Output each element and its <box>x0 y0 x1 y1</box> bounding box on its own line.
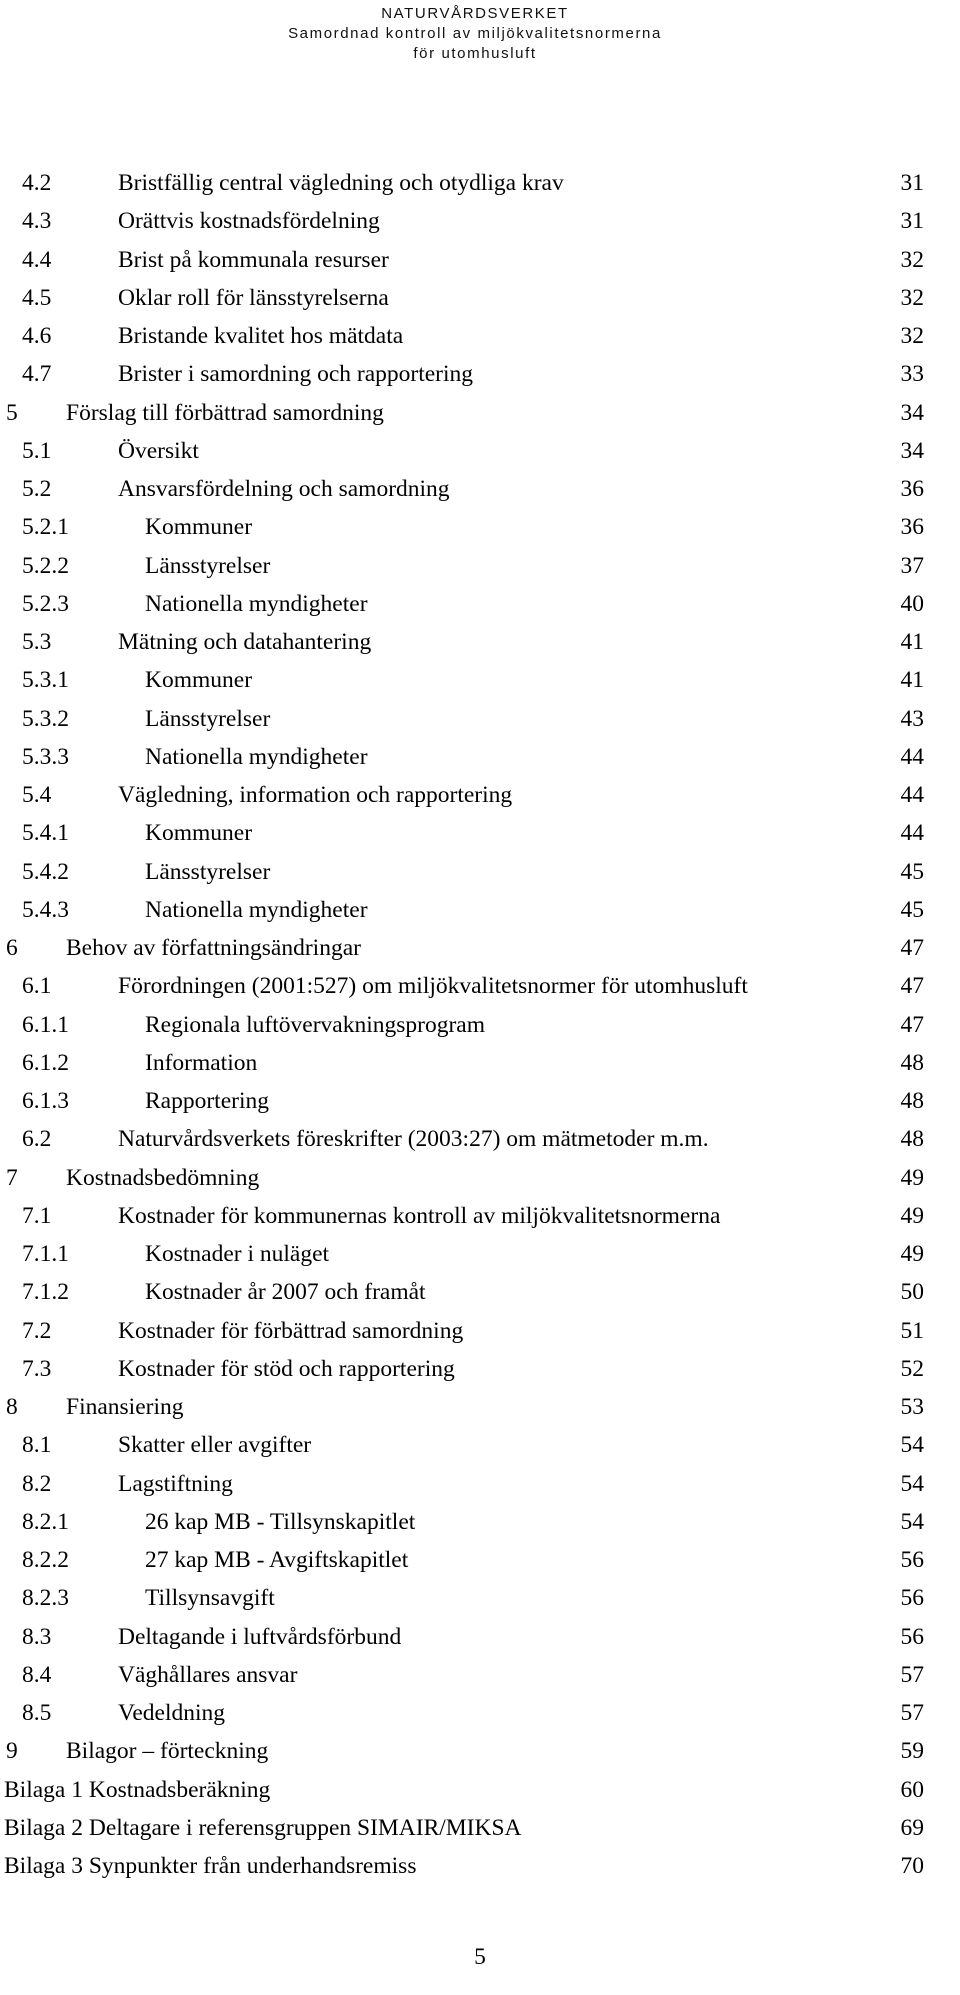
toc-entry-title: Bilaga 1 Kostnadsberäkning <box>4 1776 271 1803</box>
toc-entry-page: 34 <box>900 399 924 426</box>
toc-entry[interactable] <box>0 1312 960 1350</box>
page-number: 5 <box>474 1944 486 1970</box>
toc-entry-number: 8.5 <box>22 1700 52 1726</box>
toc-entry[interactable] <box>0 661 960 699</box>
toc-entry-title: Kostnader för kommunernas kontroll av miljökvalitetsnormerna <box>118 1202 721 1229</box>
toc-entry-number: 6.1.1 <box>22 1011 69 1038</box>
toc-entry-title: 27 kap MB - Avgiftskapitlet <box>145 1547 409 1573</box>
toc-entry[interactable] <box>0 1388 960 1426</box>
toc-entry-page: 50 <box>900 1279 924 1306</box>
toc-entry-title: Tillsynsavgift <box>145 1585 275 1612</box>
toc-entry-page: 40 <box>900 590 924 617</box>
toc-entry-number: 5.1 <box>22 437 52 464</box>
toc-entry[interactable] <box>0 929 960 967</box>
toc-entry[interactable] <box>0 1618 960 1656</box>
toc-entry-number: 5.2 <box>22 476 52 502</box>
toc-entry-page: 44 <box>900 820 924 847</box>
document-header <box>265 4 685 64</box>
toc-entry-page: 43 <box>900 705 924 732</box>
toc-entry[interactable] <box>0 279 960 317</box>
toc-entry-page: 53 <box>900 1394 924 1420</box>
toc-entry[interactable] <box>0 432 960 470</box>
toc-entry-number: 6 <box>6 935 18 961</box>
toc-entry-title: Länsstyrelser <box>145 705 271 732</box>
toc-entry-number: 7.2 <box>22 1317 52 1344</box>
toc-entry-title: Deltagande i luftvårdsförbund <box>118 1623 402 1650</box>
toc-entry[interactable] <box>0 1694 960 1732</box>
toc-entry-number: 4.6 <box>22 323 52 349</box>
toc-entry-number: 6.1.3 <box>22 1088 69 1114</box>
toc-entry-page: 51 <box>900 1317 924 1344</box>
toc-entry[interactable] <box>0 1771 960 1809</box>
toc-entry-page: 48 <box>900 1088 924 1114</box>
toc-entry-page: 33 <box>900 361 924 388</box>
toc-entry-page: 32 <box>900 323 924 349</box>
toc-entry-number: 8.2 <box>22 1470 52 1497</box>
toc-entry-number: 5.4.1 <box>22 820 69 847</box>
toc-entry[interactable] <box>0 776 960 814</box>
toc-entry[interactable] <box>0 967 960 1005</box>
toc-entry[interactable] <box>0 891 960 929</box>
toc-entry-title: Orättvis kostnadsfördelning <box>118 208 380 235</box>
toc-entry-number: 6.2 <box>22 1126 52 1153</box>
toc-entry-page: 69 <box>900 1814 924 1841</box>
toc-entry-number: 5.3.2 <box>22 705 69 732</box>
toc-entry-page: 49 <box>900 1241 924 1267</box>
toc-entry-title: Översikt <box>118 437 199 464</box>
toc-entry-title: Nationella myndigheter <box>145 743 368 770</box>
toc-entry-number: 5.3.1 <box>22 667 69 694</box>
toc-entry[interactable] <box>0 317 960 355</box>
header-subtitle-line1: Samordnad kontroll av miljökvalitetsnormerna <box>288 25 662 42</box>
toc-entry-title: Väghållares ansvar <box>118 1661 298 1688</box>
toc-entry[interactable] <box>0 1503 960 1541</box>
toc-entry-title: Brister i samordning och rapportering <box>118 361 474 388</box>
toc-entry[interactable] <box>0 1082 960 1120</box>
toc-entry-title: Länsstyrelser <box>145 858 271 885</box>
toc-entry[interactable] <box>0 1579 960 1617</box>
toc-entry-page: 45 <box>900 858 924 885</box>
toc-entry-number: 8.3 <box>22 1623 52 1650</box>
toc-entry-title: Bristande kvalitet hos mätdata <box>118 323 404 349</box>
toc-entry-number: 4.3 <box>22 208 52 235</box>
toc-entry-number: 9 <box>6 1738 18 1765</box>
toc-entry-page: 49 <box>900 1202 924 1229</box>
toc-entry-title: 26 kap MB - Tillsynskapitlet <box>145 1508 416 1535</box>
toc-entry-title: Bilaga 2 Deltagare i referensgruppen SIMAIR/MIKSA <box>4 1814 522 1841</box>
toc-entry-page: 34 <box>900 437 924 464</box>
toc-entry-title: Mätning och datahantering <box>118 629 372 655</box>
toc-entry-number: 5.4.2 <box>22 858 69 885</box>
toc-entry-title: Information <box>145 1049 258 1076</box>
toc-entry-title: Ansvarsfördelning och samordning <box>118 476 450 502</box>
toc-entry[interactable] <box>0 1847 960 1885</box>
toc-entry-title: Kommuner <box>145 820 253 847</box>
toc-entry-page: 47 <box>900 935 924 961</box>
toc-entry[interactable] <box>0 1159 960 1197</box>
toc-entry[interactable] <box>0 585 960 623</box>
toc-entry-page: 31 <box>900 208 924 235</box>
toc-entry[interactable] <box>0 1120 960 1158</box>
toc-entry-page: 49 <box>900 1164 924 1191</box>
toc-entry-page: 32 <box>900 246 924 273</box>
toc-entry[interactable] <box>0 1732 960 1770</box>
toc-entry-title: Länsstyrelser <box>145 552 271 579</box>
toc-entry-number: 5.2.3 <box>22 590 69 617</box>
toc-entry-page: 56 <box>900 1623 924 1650</box>
toc-entry[interactable] <box>0 355 960 393</box>
toc-entry-page: 56 <box>900 1585 924 1612</box>
toc-entry-page: 57 <box>900 1661 924 1688</box>
toc-entry-page: 32 <box>900 284 924 311</box>
toc-entry-title: Kommuner <box>145 514 253 541</box>
toc-entry[interactable] <box>0 508 960 546</box>
toc-entry-title: Brist på kommunala resurser <box>118 246 389 273</box>
toc-entry-number: 8.2.1 <box>22 1508 69 1535</box>
toc-entry-number: 4.2 <box>22 170 52 196</box>
toc-entry-number: 7.3 <box>22 1355 52 1382</box>
toc-entry-number: 7.1.2 <box>22 1279 69 1306</box>
toc-entry[interactable] <box>0 1235 960 1273</box>
toc-entry[interactable] <box>0 547 960 585</box>
toc-entry[interactable] <box>0 1809 960 1847</box>
toc-entry-number: 5.2.2 <box>22 552 69 579</box>
toc-entry-number: 6.1 <box>22 973 52 1000</box>
toc-entry-page: 48 <box>900 1126 924 1153</box>
toc-entry-title: Kostnader i nuläget <box>145 1241 330 1267</box>
toc-entry-number: 4.4 <box>22 246 52 273</box>
toc-entry[interactable] <box>0 1350 960 1388</box>
toc-entry-page: 45 <box>900 896 924 923</box>
toc-entry[interactable] <box>0 700 960 738</box>
toc-entry-page: 41 <box>900 667 924 694</box>
toc-entry-number: 7.1.1 <box>22 1241 69 1267</box>
toc-entry[interactable] <box>0 394 960 432</box>
header-subtitle-line2: för utomhusluft <box>413 45 537 62</box>
toc-entry[interactable] <box>0 470 960 508</box>
toc-entry[interactable] <box>0 1656 960 1694</box>
toc-entry-number: 4.7 <box>22 361 52 388</box>
toc-entry[interactable] <box>0 1197 960 1235</box>
toc-entry-title: Rapportering <box>145 1088 269 1114</box>
toc-entry[interactable] <box>0 814 960 852</box>
toc-entry[interactable] <box>0 1426 960 1464</box>
toc-entry-title: Oklar roll för länsstyrelserna <box>118 284 389 311</box>
toc-entry-page: 56 <box>900 1547 924 1573</box>
toc-entry-page: 70 <box>900 1853 924 1879</box>
toc-entry-page: 36 <box>900 476 924 502</box>
toc-entry-number: 8.4 <box>22 1661 52 1688</box>
toc-entry-number: 5.2.1 <box>22 514 69 541</box>
toc-entry-page: 59 <box>900 1738 924 1765</box>
header-org: NATURVÅRDSVERKET <box>381 5 569 22</box>
toc-entry-title: Regionala luftövervakningsprogram <box>145 1011 486 1038</box>
toc-entry-page: 52 <box>900 1355 924 1382</box>
toc-entry-title: Nationella myndigheter <box>145 896 368 923</box>
toc-entry-title: Naturvårdsverkets föreskrifter (2003:27) om mätmetoder m.m. <box>118 1126 709 1153</box>
toc-entry-page: 54 <box>900 1432 924 1459</box>
toc-entry[interactable] <box>0 241 960 279</box>
toc-entry-number: 8 <box>6 1394 18 1420</box>
toc-entry-number: 8.1 <box>22 1432 52 1459</box>
toc-entry-title: Kostnader för förbättrad samordning <box>118 1317 464 1344</box>
toc-entry[interactable] <box>0 1465 960 1503</box>
toc-entry-page: 54 <box>900 1508 924 1535</box>
toc-entry-title: Kostnader år 2007 och framåt <box>145 1279 426 1306</box>
toc-entry[interactable] <box>0 164 960 202</box>
toc-entry-page: 36 <box>900 514 924 541</box>
toc-entry[interactable] <box>0 1273 960 1311</box>
toc-entry-page: 47 <box>900 1011 924 1038</box>
toc-entry-title: Kommuner <box>145 667 253 694</box>
toc-entry-title: Kostnader för stöd och rapportering <box>118 1355 455 1382</box>
toc-entry-number: 7.1 <box>22 1202 52 1229</box>
toc-entry[interactable] <box>0 1006 960 1044</box>
toc-entry-number: 5.4 <box>22 782 52 808</box>
toc-entry-title: Vedeldning <box>118 1700 226 1726</box>
toc-entry-page: 44 <box>900 743 924 770</box>
toc-entry-title: Skatter eller avgifter <box>118 1432 312 1459</box>
toc-entry-title: Lagstiftning <box>118 1470 233 1497</box>
toc-entry[interactable] <box>0 623 960 661</box>
toc-entry-number: 5 <box>6 399 18 426</box>
toc-entry-page: 48 <box>900 1049 924 1076</box>
toc-entry[interactable] <box>0 853 960 891</box>
toc-entry-title: Bilagor – förteckning <box>66 1738 269 1765</box>
toc-entry-number: 8.2.2 <box>22 1547 69 1573</box>
toc-entry-title: Nationella myndigheter <box>145 590 368 617</box>
toc-entry-number: 8.2.3 <box>22 1585 69 1612</box>
toc-entry-page: 37 <box>900 552 924 579</box>
toc-entry[interactable] <box>0 202 960 240</box>
toc-entry-title: Kostnadsbedömning <box>66 1164 260 1191</box>
toc-entry-title: Bilaga 3 Synpunkter från underhandsremiss <box>4 1853 417 1879</box>
toc-entry-number: 6.1.2 <box>22 1049 69 1076</box>
toc-entry-title: Bristfällig central vägledning och otydliga krav <box>118 170 564 196</box>
toc-entry-number: 5.4.3 <box>22 896 69 923</box>
toc-entry-page: 44 <box>900 782 924 808</box>
toc-entry-title: Behov av författningsändringar <box>66 935 361 961</box>
toc-entry-page: 31 <box>900 170 924 196</box>
toc-entry-number: 4.5 <box>22 284 52 311</box>
toc-entry-page: 47 <box>900 973 924 1000</box>
toc-entry-title: Vägledning, information och rapportering <box>118 782 513 808</box>
toc-entry-number: 7 <box>6 1164 18 1191</box>
toc-entry-title: Förordningen (2001:527) om miljökvalitetsnormer för utomhusluft <box>118 973 748 1000</box>
toc-entry-page: 41 <box>900 629 924 655</box>
toc-entry[interactable] <box>0 1044 960 1082</box>
toc-entry-number: 5.3 <box>22 629 52 655</box>
toc-entry-page: 60 <box>900 1776 924 1803</box>
toc-entry-title: Finansiering <box>66 1394 184 1420</box>
toc-entry-title: Förslag till förbättrad samordning <box>66 399 384 426</box>
toc-entry[interactable] <box>0 1541 960 1579</box>
toc-entry-page: 54 <box>900 1470 924 1497</box>
toc-entry-number: 5.3.3 <box>22 743 69 770</box>
toc-entry-page: 57 <box>900 1700 924 1726</box>
toc-entry[interactable] <box>0 738 960 776</box>
